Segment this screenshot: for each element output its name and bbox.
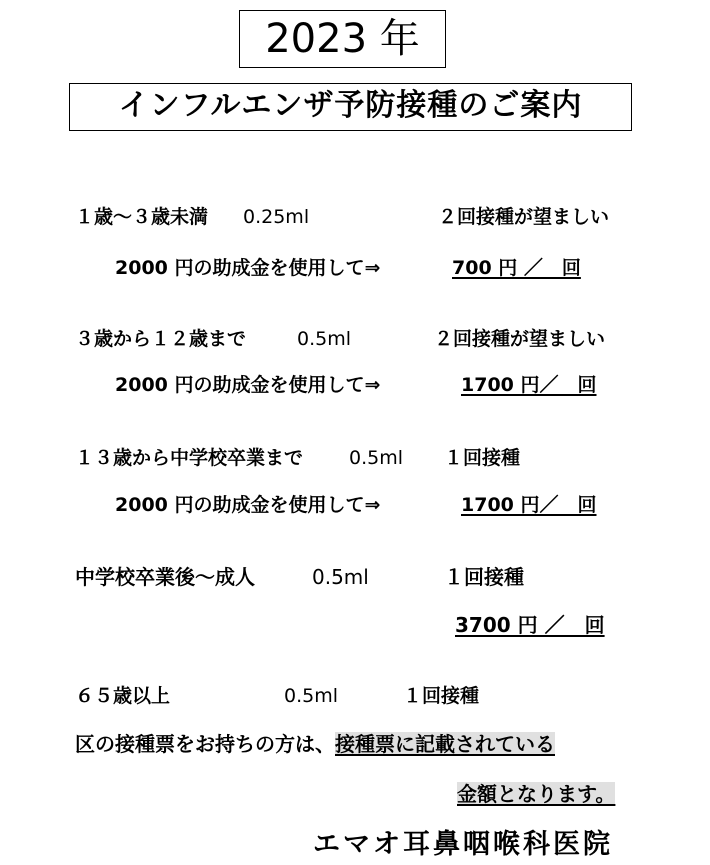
- dose-label: 0.5ml: [284, 685, 339, 707]
- price-label: 1700 円／ 回: [461, 374, 597, 396]
- dose-label: 0.5ml: [312, 565, 369, 589]
- dose-label: 0.25ml: [243, 206, 310, 228]
- age-group-label: 中学校卒業後～成人: [75, 565, 255, 589]
- year-heading: 2023 年: [239, 10, 446, 68]
- age-group-label: ３歳から１２歳まで: [75, 328, 247, 350]
- age-group-label: １３歳から中学校卒業まで: [75, 447, 304, 469]
- age-group-label: １歳～３歳未満: [75, 206, 209, 228]
- dose-label: 0.5ml: [349, 447, 404, 469]
- injection-count: ２回接種が望ましい: [434, 328, 606, 350]
- age-group-label: ６５歳以上: [75, 685, 171, 707]
- price-label: 700 円 ／ 回: [452, 257, 581, 279]
- price-label: 3700 円 ／ 回: [455, 613, 605, 637]
- clinic-name: エマオ耳鼻咽喉科医院: [313, 829, 613, 860]
- subsidy-text: 2000 円の助成金を使用して⇒: [115, 257, 381, 279]
- subsidy-text: 2000 円の助成金を使用して⇒: [115, 374, 381, 396]
- voucher-note-prefix: 区の接種票をお持ちの方は、: [75, 732, 335, 756]
- page-title: インフルエンザ予防接種のご案内: [69, 83, 632, 131]
- injection-count: １回接種: [444, 565, 524, 589]
- voucher-note-highlight-continued: 金額となります。: [457, 782, 616, 806]
- dose-label: 0.5ml: [297, 328, 352, 350]
- subsidy-text: 2000 円の助成金を使用して⇒: [115, 494, 381, 516]
- injection-count: １回接種: [444, 447, 521, 469]
- injection-count: ２回接種が望ましい: [438, 206, 610, 228]
- voucher-note: [75, 732, 555, 756]
- voucher-note-highlight: 接種票に記載されている: [335, 732, 555, 756]
- price-label: 1700 円／ 回: [461, 494, 597, 516]
- injection-count: １回接種: [403, 685, 480, 707]
